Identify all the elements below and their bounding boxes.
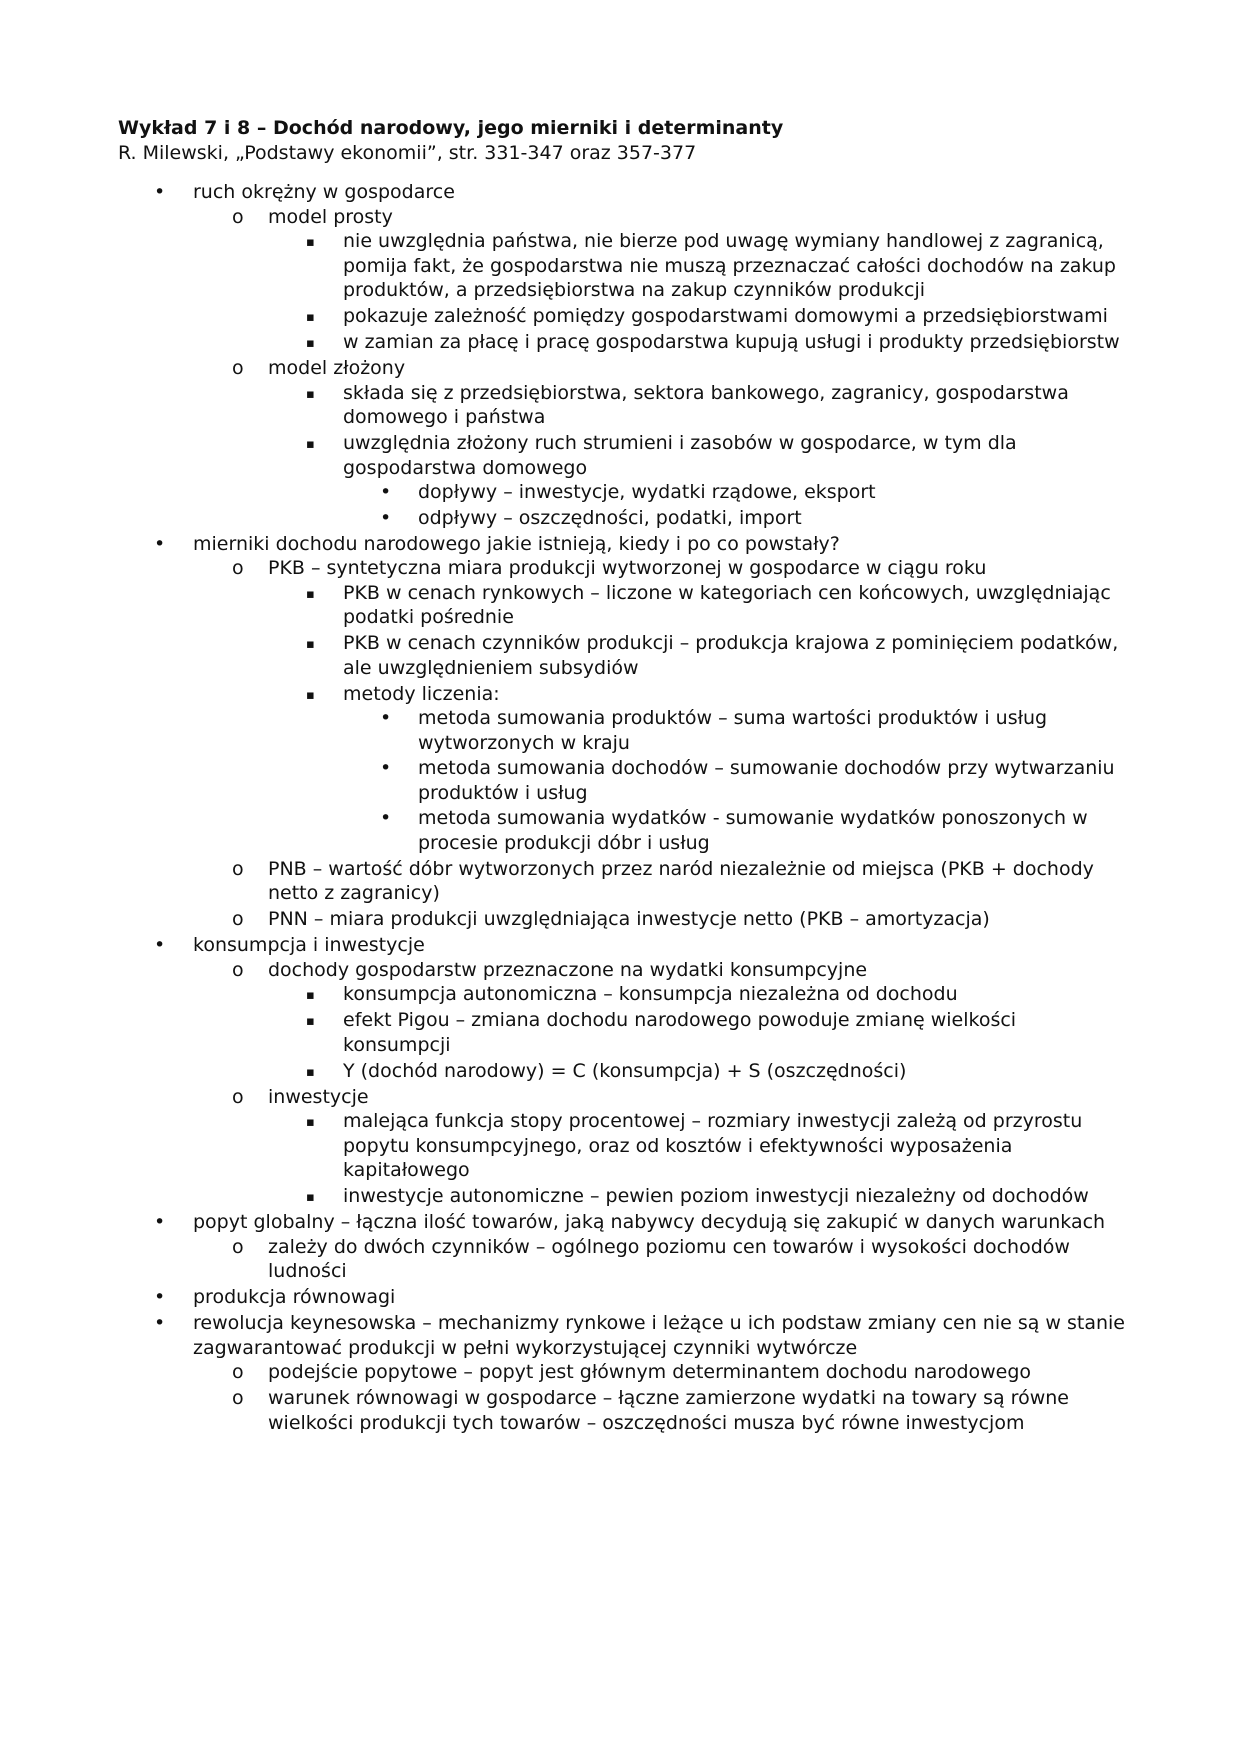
outline-list <box>118 180 1128 1435</box>
list-item-text: • odpływy – oszczędności, podatki, import <box>418 506 802 529</box>
list-item-level-2 <box>118 1360 1128 1385</box>
list-item-level-1 <box>118 1311 1128 1435</box>
nested-list <box>193 958 1128 1209</box>
list-item-level-2 <box>118 857 1128 906</box>
nested-list <box>268 1109 1128 1209</box>
nested-list <box>268 229 1128 355</box>
list-item-text: • metoda sumowania produktów – suma wartości produktów i usług wytworzonych w kraju <box>418 707 1048 754</box>
list-item-text: • metoda sumowania wydatków - sumowanie wydatków ponoszonych w procesie produkcji dóbr i usług <box>418 807 1088 854</box>
list-item-text: • metoda sumowania dochodów – sumowanie dochodów przy wytwarzaniu produktów i usług <box>418 757 1115 804</box>
list-item-level-2 <box>118 205 1128 355</box>
document-page <box>118 116 1128 1437</box>
list-item-level-1 <box>118 933 1128 1209</box>
list-item-text: o inwestycje <box>268 1085 369 1108</box>
list-item-level-3 <box>118 229 1128 303</box>
list-item-level-3 <box>118 1008 1128 1057</box>
list-item-level-3 <box>118 631 1128 680</box>
list-item-level-2 <box>118 1386 1128 1435</box>
nested-list <box>343 706 1128 855</box>
list-item-text: o model prosty <box>268 205 393 228</box>
list-item-level-2 <box>118 907 1128 932</box>
list-item-text: • konsumpcja i inwestycje <box>193 934 425 956</box>
nested-list <box>193 1235 1128 1284</box>
list-item-level-2 <box>118 356 1128 530</box>
list-item-level-3 <box>118 330 1128 355</box>
list-item-text: ▪ nie uwzględnia państwa, nie bierze pod uwagę wymiany handlowej z zagranicą, pomija fakt, że gospodarstwa nie muszą przeznaczać całości dochodów na zakup produktów, a przedsiębiorstwa na zakup czynników produkcji <box>343 230 1116 301</box>
nested-list <box>268 381 1128 531</box>
list-item-text: o zależy do dwóch czynników – ogólnego poziomu cen towarów i wysokości dochodów ludności <box>268 1235 1070 1282</box>
document-subtitle: R. Milewski, „Podstawy ekonomii”, str. 331-347 oraz 357-377 <box>118 142 697 164</box>
list-item-text: o model złożony <box>268 357 406 379</box>
list-item-level-4 <box>118 506 1128 531</box>
list-item-level-4 <box>118 706 1128 755</box>
nested-list <box>193 556 1128 932</box>
list-item-text: o warunek równowagi w gospodarce – łączne zamierzone wydatki na towary są równe wielkości produkcji tych towarów – oszczędności musza być równe inwestycjom <box>268 1387 1069 1434</box>
nested-list <box>268 581 1128 856</box>
list-item-text: ▪ konsumpcja autonomiczna – konsumpcja niezależna od dochodu <box>343 983 958 1005</box>
list-item-text: ▪ efekt Pigou – zmiana dochodu narodowego powoduje zmianę wielkości konsumpcji <box>343 1009 1017 1056</box>
list-item-level-3 <box>118 1184 1128 1209</box>
nested-list <box>268 982 1128 1083</box>
list-item-level-1 <box>118 1210 1128 1284</box>
list-item-text: ▪ PKB w cenach czynników produkcji – produkcja krajowa z pominięciem podatków, ale uwzględnieniem subsydiów <box>343 632 1119 679</box>
list-item-text: ▪ inwestycje autonomiczne – pewien poziom inwestycji niezależny od dochodów <box>343 1185 1089 1207</box>
list-item-level-2 <box>118 1235 1128 1284</box>
list-item-level-3 <box>118 431 1128 530</box>
list-item-level-1 <box>118 1285 1128 1310</box>
list-item-text: • ruch okrężny w gospodarce <box>193 181 455 203</box>
list-item-text: ▪ w zamian za płacę i pracę gospodarstwa kupują usługi i produkty przedsiębiorstw <box>343 331 1120 353</box>
list-item-text: ▪ malejąca funkcja stopy procentowej – rozmiary inwestycji zależą od przyrostu popytu konsumpcyjnego, oraz od kosztów i efektywności wyposażenia kapitałowego <box>343 1110 1083 1181</box>
list-item-level-3 <box>118 581 1128 630</box>
list-item-text: • mierniki dochodu narodowego jakie istnieją, kiedy i po co powstały? <box>193 532 840 555</box>
list-item-text: • popyt globalny – łączna ilość towarów, jaką nabywcy decydują się zakupić w danych warunkach <box>193 1211 1106 1233</box>
list-item-level-2 <box>118 1085 1128 1209</box>
list-item-level-2 <box>118 556 1128 855</box>
list-item-level-1 <box>118 180 1128 530</box>
list-item-level-3 <box>118 982 1128 1007</box>
list-item-level-3 <box>118 682 1128 856</box>
list-item-level-3 <box>118 1059 1128 1084</box>
list-item-text: ▪ Y (dochód narodowy) = C (konsumpcja) + S (oszczędności) <box>343 1059 907 1082</box>
list-item-level-2 <box>118 958 1128 1084</box>
list-item-text: o PKB – syntetyczna miara produkcji wytworzonej w gospodarce w ciągu roku <box>268 557 987 579</box>
list-item-text: ▪ PKB w cenach rynkowych – liczone w kategoriach cen końcowych, uwzględniając podatki pośrednie <box>343 581 1111 628</box>
list-item-text: o PNN – miara produkcji uwzględniająca inwestycje netto (PKB – amortyzacja) <box>268 908 990 930</box>
list-item-level-4 <box>118 806 1128 855</box>
list-item-text: • dopływy – inwestycje, wydatki rządowe, eksport <box>418 481 876 503</box>
list-item-level-3 <box>118 1109 1128 1183</box>
list-item-level-3 <box>118 304 1128 329</box>
nested-list <box>193 205 1128 531</box>
list-item-text: • produkcja równowagi <box>193 1286 396 1308</box>
list-item-text: ▪ metody liczenia: <box>343 682 500 705</box>
nested-list <box>343 480 1128 530</box>
list-item-text: o podejście popytowe – popyt jest głównym determinantem dochodu narodowego <box>268 1361 1032 1383</box>
list-item-level-1 <box>118 532 1128 932</box>
list-item-text: ▪ uwzględnia złożony ruch strumieni i zasobów w gospodarce, w tym dla gospodarstwa domowego <box>343 432 1017 479</box>
list-item-text: ▪ pokazuje zależność pomiędzy gospodarstwami domowymi a przedsiębiorstwami <box>343 305 1108 327</box>
list-item-level-4 <box>118 480 1128 505</box>
list-item-text: o PNB – wartość dóbr wytworzonych przez naród niezależnie od miejsca (PKB + dochody netto z zagranicy) <box>268 857 1094 904</box>
document-title: Wykład 7 i 8 – Dochód narodowy, jego mierniki i determinanty <box>118 117 784 139</box>
nested-list <box>193 1360 1128 1435</box>
list-item-text: • rewolucja keynesowska – mechanizmy rynkowe i leżące u ich podstaw zmiany cen nie są w stanie zagwarantować produkcji w pełni wykorzystującej czynniki wytwórcze <box>193 1312 1125 1359</box>
list-item-text: o dochody gospodarstw przeznaczone na wydatki konsumpcyjne <box>268 958 868 981</box>
list-item-level-3 <box>118 381 1128 430</box>
list-item-text: ▪ składa się z przedsiębiorstwa, sektora bankowego, zagranicy, gospodarstwa domowego i państwa <box>343 381 1069 428</box>
list-item-level-4 <box>118 756 1128 805</box>
